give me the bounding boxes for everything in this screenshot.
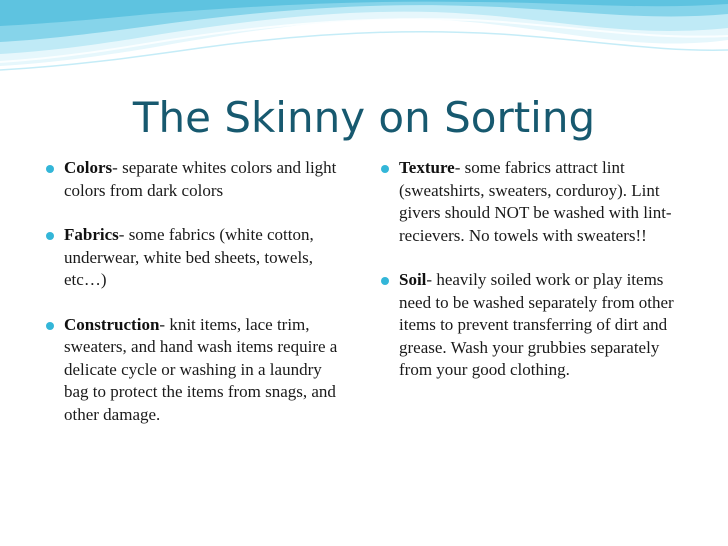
bullet-text: - heavily soiled work or play items need to be washed separately from other items to prevent transferring of dirt and grease. Wash your grubbies separately from your good clothing. (399, 270, 674, 379)
round-bullet-icon (46, 232, 54, 240)
bullet-texture (381, 157, 689, 247)
bullet-text: - separate whites colors and light colors from dark colors (64, 158, 337, 200)
bullet-term: Fabrics (64, 225, 119, 244)
bullet-construction (46, 314, 346, 427)
bullet-text: - some fabrics (white cotton, underwear, white bed sheets, towels, etc…) (64, 225, 314, 289)
bullet-fabrics (46, 224, 346, 292)
right-column (381, 157, 689, 404)
bullet-colors (46, 157, 346, 202)
bullet-term: Texture (399, 158, 455, 177)
round-bullet-icon (46, 322, 54, 330)
bullet-text: - some fabrics attract lint (sweatshirts, sweaters, corduroy). Lint givers should NOT be washed with lint-recievers. No towels with sweaters!! (399, 158, 672, 245)
bullet-soil (381, 269, 689, 382)
round-bullet-icon (46, 165, 54, 173)
bullet-term: Colors (64, 158, 113, 177)
bullet-text: - knit items, lace trim, sweaters, and hand wash items require a delicate cycle or washing in a laundry bag to protect the items from snags, and other damage. (64, 314, 338, 424)
bullet-term: Construction (64, 314, 160, 334)
slide-title: The Skinny on Sorting (132, 93, 596, 142)
round-bullet-icon (381, 165, 389, 173)
round-bullet-icon (381, 277, 389, 285)
bullet-term: Soil (399, 270, 427, 289)
left-column (46, 157, 346, 448)
wave-header-icon (0, 0, 728, 90)
